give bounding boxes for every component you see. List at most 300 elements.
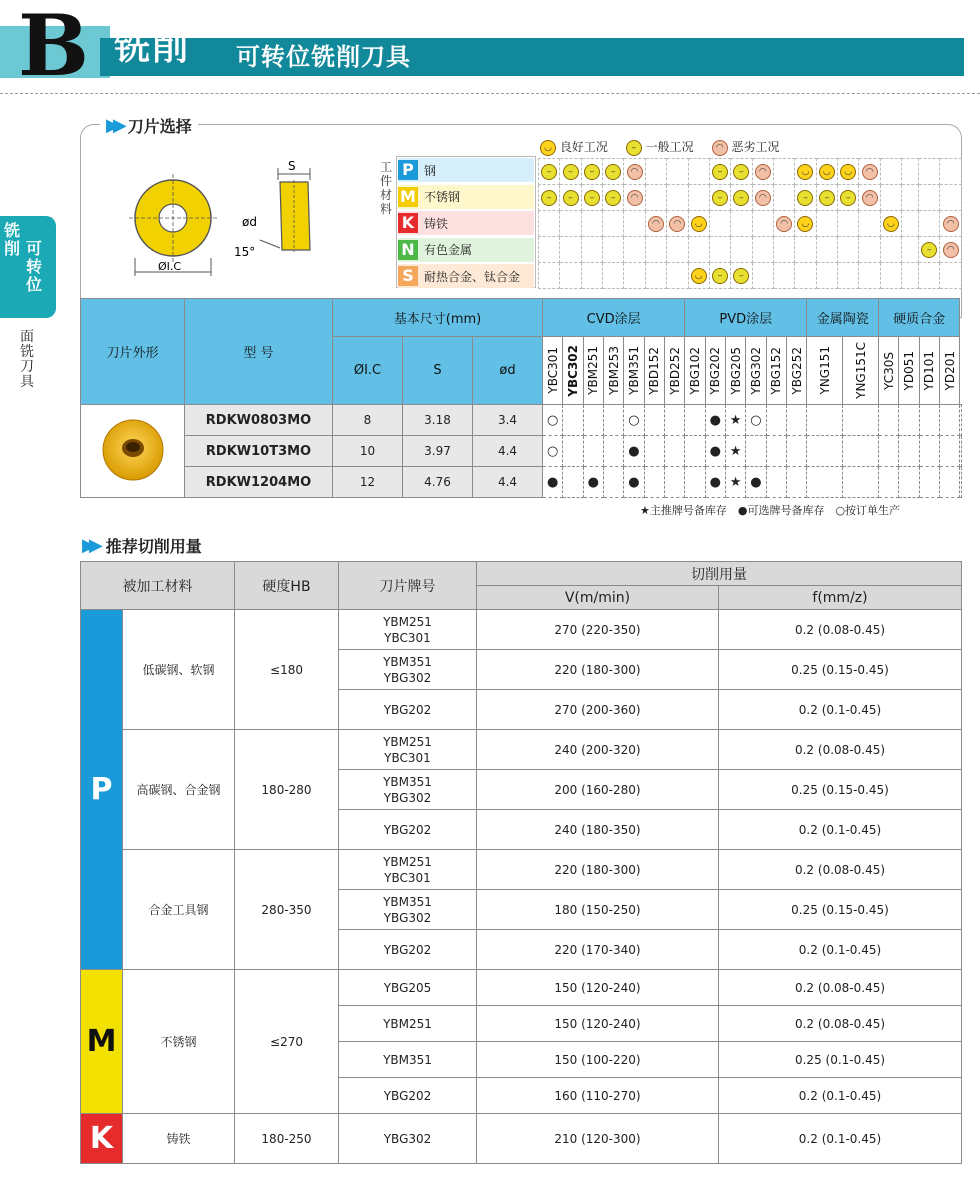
availability-mark xyxy=(899,467,919,498)
insert-shape-image xyxy=(81,405,185,498)
grade-header: YBG152 xyxy=(766,337,786,405)
grade-header: YBG202 xyxy=(705,337,725,405)
condition-cell xyxy=(624,237,645,263)
normal-face-icon: – xyxy=(541,164,557,180)
condition-cell xyxy=(752,263,773,289)
availability-mark xyxy=(843,405,879,436)
good-face-icon: ◡ xyxy=(819,164,835,180)
material-name: 钢 xyxy=(424,163,437,178)
condition-cell xyxy=(859,159,880,185)
condition-cell xyxy=(624,211,645,237)
speed-cell: 150 (100-220) xyxy=(477,1042,719,1078)
good-face-icon: ◡ xyxy=(883,216,899,232)
availability-mark xyxy=(766,405,786,436)
material-group-badge: M xyxy=(81,970,123,1114)
speed-cell: 200 (160-280) xyxy=(477,770,719,810)
header-shape: 刀片外形 xyxy=(81,299,185,405)
material-row-k xyxy=(398,211,534,235)
availability-mark: ● xyxy=(624,436,644,467)
condition-cell xyxy=(940,263,962,289)
normal-face-icon: – xyxy=(840,190,856,206)
ic-cell: 8 xyxy=(333,405,403,436)
header-size: 基本尺寸(mm) xyxy=(333,299,543,337)
header-speed: V(m/min) xyxy=(477,586,719,610)
availability-mark xyxy=(960,405,962,436)
grade-cell: YBG205 xyxy=(339,970,477,1006)
hardness-cell: 280-350 xyxy=(235,850,339,970)
condition-cell xyxy=(731,159,752,185)
availability-mark xyxy=(685,467,705,498)
grade-cell: YBG202 xyxy=(339,1078,477,1114)
header-divider xyxy=(0,93,980,94)
grade-cell: YBG202 xyxy=(339,810,477,850)
condition-cell xyxy=(603,185,624,211)
availability-mark: ● xyxy=(705,436,725,467)
condition-cell xyxy=(560,159,581,185)
normal-face-icon: – xyxy=(797,190,813,206)
condition-cell xyxy=(560,185,581,211)
ic-cell: 10 xyxy=(333,436,403,467)
material-name: 有色金属 xyxy=(424,243,473,257)
legend-bad: ◠ 恶劣工况 xyxy=(712,138,780,156)
grade-header: YBG102 xyxy=(685,337,705,405)
grade-header: YBM253 xyxy=(603,337,623,405)
condition-cell xyxy=(859,263,880,289)
condition-cell xyxy=(816,159,837,185)
header-hardness: 硬度HB xyxy=(235,562,339,610)
normal-face-icon: – xyxy=(563,164,579,180)
grade-header: YBD252 xyxy=(664,337,684,405)
material-letter-badge: M xyxy=(398,187,418,207)
condition-cell xyxy=(880,159,901,185)
insert-shape-icon xyxy=(98,414,168,484)
material-cell: 低碳钢、软钢 xyxy=(123,610,235,730)
material-row-m xyxy=(398,185,534,209)
condition-cell xyxy=(645,263,666,289)
grade-header: YC30S xyxy=(879,337,899,405)
cutting-row xyxy=(81,610,962,650)
availability-mark: ★ xyxy=(725,436,745,467)
grade-header: YBM351 xyxy=(624,337,644,405)
good-face-icon: ◡ xyxy=(840,164,856,180)
grade-cell: YBM351 YBG302 xyxy=(339,770,477,810)
feed-cell: 0.2 (0.08-0.45) xyxy=(719,610,962,650)
insert-diagram xyxy=(120,150,380,290)
condition-cell xyxy=(581,211,602,237)
condition-cell xyxy=(688,263,709,289)
feed-cell: 0.2 (0.1-0.45) xyxy=(719,930,962,970)
availability-mark xyxy=(786,405,806,436)
feed-cell: 0.25 (0.1-0.45) xyxy=(719,1042,962,1078)
workpiece-material-label: 工件材料 xyxy=(380,160,393,216)
condition-cell xyxy=(838,237,859,263)
good-face-icon: ◡ xyxy=(797,164,813,180)
condition-cell xyxy=(709,211,730,237)
availability-mark: ○ xyxy=(543,405,563,436)
condition-cell xyxy=(539,263,560,289)
grade-cell: YBM251 YBC301 xyxy=(339,850,477,890)
header-cutting-params: 切削用量 xyxy=(477,562,962,586)
condition-cell xyxy=(624,263,645,289)
normal-face-icon: – xyxy=(712,190,728,206)
grade-cell: YBM351 xyxy=(339,1042,477,1078)
section-title: 推荐切削用量 xyxy=(105,537,202,556)
cutting-section-heading xyxy=(82,534,202,557)
availability-mark xyxy=(960,436,962,467)
availability-mark xyxy=(563,405,583,436)
model-cell: RDKW1204MO xyxy=(185,467,333,498)
normal-face-icon: – xyxy=(921,242,937,258)
condition-cell xyxy=(581,263,602,289)
good-face-icon: ◡ xyxy=(797,216,813,232)
condition-cell xyxy=(838,159,859,185)
condition-cell xyxy=(709,185,730,211)
normal-face-icon: – xyxy=(626,140,642,156)
condition-cell xyxy=(773,159,794,185)
grade-cell: YBG202 xyxy=(339,690,477,730)
bad-face-icon: ◠ xyxy=(627,164,643,180)
availability-mark xyxy=(807,405,843,436)
availability-mark xyxy=(664,405,684,436)
feed-cell: 0.2 (0.1-0.45) xyxy=(719,810,962,850)
availability-mark: ● xyxy=(624,467,644,498)
condition-cell xyxy=(667,159,688,185)
condition-cell xyxy=(624,185,645,211)
normal-face-icon: – xyxy=(584,164,600,180)
bad-face-icon: ◠ xyxy=(943,242,959,258)
condition-cell xyxy=(859,211,880,237)
s-cell: 4.76 xyxy=(403,467,473,498)
normal-face-icon: – xyxy=(712,164,728,180)
availability-mark: ○ xyxy=(746,405,766,436)
grade-cell: YBM251 YBC301 xyxy=(339,730,477,770)
availability-mark xyxy=(940,467,960,498)
availability-mark xyxy=(563,436,583,467)
availability-mark xyxy=(807,436,843,467)
header-d: ød xyxy=(473,337,543,405)
speed-cell: 210 (120-300) xyxy=(477,1114,719,1164)
condition-cell xyxy=(688,185,709,211)
grade-header: YNG151C xyxy=(843,337,879,405)
s-dimension: S xyxy=(288,159,296,173)
double-arrow-icon: ▶▶ xyxy=(82,535,96,556)
availability-mark xyxy=(766,436,786,467)
grade-cell: YBM251 xyxy=(339,1006,477,1042)
normal-face-icon: – xyxy=(584,190,600,206)
condition-cell xyxy=(752,185,773,211)
availability-mark xyxy=(919,436,939,467)
availability-mark: ● xyxy=(705,405,725,436)
condition-cell xyxy=(645,211,666,237)
availability-mark xyxy=(766,467,786,498)
good-face-icon: ◡ xyxy=(691,216,707,232)
good-face-icon: ◡ xyxy=(691,268,707,284)
availability-mark xyxy=(685,405,705,436)
normal-face-icon: – xyxy=(733,164,749,180)
grade-header: YD201 xyxy=(940,337,960,405)
condition-cell xyxy=(902,159,919,185)
grade-header: YBD152 xyxy=(644,337,664,405)
condition-cell xyxy=(709,237,730,263)
condition-cell xyxy=(667,185,688,211)
condition-cell xyxy=(902,237,919,263)
availability-mark: ★ xyxy=(725,405,745,436)
condition-cell xyxy=(919,263,940,289)
insert-table xyxy=(80,298,962,498)
speed-cell: 220 (180-300) xyxy=(477,850,719,890)
legend-normal: – 一般工况 xyxy=(626,138,694,156)
grade-cell: YBM351 YBG302 xyxy=(339,650,477,690)
availability-mark xyxy=(843,436,879,467)
availability-mark xyxy=(919,467,939,498)
feed-cell: 0.25 (0.15-0.45) xyxy=(719,650,962,690)
cutting-row xyxy=(81,850,962,890)
d-cell: 4.4 xyxy=(473,436,543,467)
grade-cell: YBG302 xyxy=(339,1114,477,1164)
feed-cell: 0.2 (0.08-0.45) xyxy=(719,850,962,890)
speed-cell: 220 (180-300) xyxy=(477,650,719,690)
feed-cell: 0.2 (0.08-0.45) xyxy=(719,970,962,1006)
material-row-s xyxy=(398,264,534,288)
double-arrow-icon: ▶▶ xyxy=(106,115,120,136)
availability-mark: ● xyxy=(543,467,563,498)
condition-cell xyxy=(816,237,837,263)
condition-cell xyxy=(667,211,688,237)
model-cell: RDKW10T3MO xyxy=(185,436,333,467)
availability-mark xyxy=(960,467,962,498)
bad-face-icon: ◠ xyxy=(648,216,664,232)
speed-cell: 270 (220-350) xyxy=(477,610,719,650)
section-heading xyxy=(100,114,198,137)
header-bar xyxy=(100,38,964,76)
legend-good: ◡ 良好工况 xyxy=(540,138,608,156)
cutting-row xyxy=(81,1114,962,1164)
material-group-badge: P xyxy=(81,610,123,970)
condition-cell xyxy=(838,185,859,211)
availability-mark: ● xyxy=(705,467,725,498)
availability-mark xyxy=(879,405,899,436)
normal-face-icon: – xyxy=(712,268,728,284)
condition-cell xyxy=(940,159,962,185)
speed-cell: 150 (120-240) xyxy=(477,970,719,1006)
condition-cell xyxy=(859,185,880,211)
ic-dimension: ØI.C xyxy=(158,260,182,273)
bad-face-icon: ◠ xyxy=(862,190,878,206)
d-dimension: ød xyxy=(242,215,257,229)
bad-face-icon: ◠ xyxy=(712,140,728,156)
condition-cell xyxy=(773,211,794,237)
availability-mark xyxy=(583,405,603,436)
header-coating-group: PVD涂层 xyxy=(685,299,807,337)
header-coating-group: 金属陶瓷 xyxy=(807,299,879,337)
condition-cell xyxy=(667,237,688,263)
condition-cell xyxy=(667,263,688,289)
condition-cell xyxy=(902,263,919,289)
condition-cell xyxy=(902,185,919,211)
grade-header: YBG302 xyxy=(746,337,766,405)
condition-cell xyxy=(731,263,752,289)
bad-face-icon: ◠ xyxy=(755,164,771,180)
availability-mark xyxy=(919,405,939,436)
condition-cell xyxy=(688,159,709,185)
feed-cell: 0.2 (0.08-0.45) xyxy=(719,1006,962,1042)
condition-cell xyxy=(880,263,901,289)
grade-cell: YBM251 YBC301 xyxy=(339,610,477,650)
ic-cell: 12 xyxy=(333,467,403,498)
condition-cell xyxy=(731,185,752,211)
insert-row xyxy=(81,436,962,467)
availability-mark xyxy=(940,436,960,467)
condition-cell xyxy=(773,185,794,211)
grade-header: YBG205 xyxy=(725,337,745,405)
availability-mark xyxy=(899,405,919,436)
availability-mark: ★ xyxy=(725,467,745,498)
condition-cell xyxy=(919,159,940,185)
condition-cell xyxy=(539,211,560,237)
condition-cell xyxy=(539,185,560,211)
condition-cell xyxy=(581,237,602,263)
header-coating-group: CVD涂层 xyxy=(543,299,685,337)
chapter-title: 铣削 xyxy=(114,27,191,68)
side-tab-label-1: 铣削 xyxy=(4,221,21,258)
d-cell: 3.4 xyxy=(473,405,543,436)
material-letter-badge: S xyxy=(398,266,418,286)
condition-cell xyxy=(560,211,581,237)
availability-mark xyxy=(786,436,806,467)
condition-cell xyxy=(919,185,940,211)
speed-cell: 180 (150-250) xyxy=(477,890,719,930)
grade-header: YD051 xyxy=(899,337,919,405)
grade-header: YBC302 xyxy=(563,337,583,405)
angle-dimension: 15° xyxy=(234,245,256,259)
s-cell: 3.18 xyxy=(403,405,473,436)
availability-mark xyxy=(644,405,664,436)
header-grade: 刀片牌号 xyxy=(339,562,477,610)
material-condition-grid xyxy=(538,158,962,288)
availability-mark xyxy=(685,436,705,467)
condition-legend xyxy=(540,138,780,156)
condition-cell xyxy=(709,263,730,289)
speed-cell: 220 (170-340) xyxy=(477,930,719,970)
grade-cell: YBG202 xyxy=(339,930,477,970)
material-cell: 铸铁 xyxy=(123,1114,235,1164)
condition-cell xyxy=(940,185,962,211)
availability-mark xyxy=(664,436,684,467)
feed-cell: 0.2 (0.1-0.45) xyxy=(719,1078,962,1114)
condition-cell xyxy=(816,263,837,289)
good-face-icon: ◡ xyxy=(540,140,556,156)
condition-cell xyxy=(940,237,962,263)
condition-cell xyxy=(645,185,666,211)
hardness-cell: 180-280 xyxy=(235,730,339,850)
material-row-n xyxy=(398,238,534,262)
normal-face-icon: – xyxy=(819,190,835,206)
s-cell: 3.97 xyxy=(403,436,473,467)
condition-cell xyxy=(581,159,602,185)
bad-face-icon: ◠ xyxy=(627,190,643,206)
availability-mark xyxy=(644,467,664,498)
material-letter-badge: P xyxy=(398,160,418,180)
feed-cell: 0.2 (0.1-0.45) xyxy=(719,690,962,730)
insert-side-view xyxy=(280,182,310,250)
bad-face-icon: ◠ xyxy=(776,216,792,232)
bad-face-icon: ◠ xyxy=(943,216,959,232)
table-footnote: ★主推牌号备库存 ●可选牌号备库存 ○按订单生产 xyxy=(640,504,901,517)
condition-cell xyxy=(838,211,859,237)
model-cell: RDKW0803MO xyxy=(185,405,333,436)
normal-face-icon: – xyxy=(733,268,749,284)
condition-cell xyxy=(795,263,816,289)
material-cell: 不锈钢 xyxy=(123,970,235,1114)
grade-header: YBM251 xyxy=(583,337,603,405)
material-row-p xyxy=(398,158,534,182)
normal-face-icon: – xyxy=(563,190,579,206)
availability-mark xyxy=(664,467,684,498)
normal-face-icon: – xyxy=(605,190,621,206)
chapter-letter: B xyxy=(18,0,85,95)
availability-mark xyxy=(603,436,623,467)
speed-cell: 150 (120-240) xyxy=(477,1006,719,1042)
condition-cell xyxy=(645,159,666,185)
header-material: 被加工材料 xyxy=(81,562,235,610)
page-title: 可转位铣削刀具 xyxy=(236,43,411,71)
condition-cell xyxy=(795,237,816,263)
availability-mark xyxy=(786,467,806,498)
availability-mark xyxy=(843,467,879,498)
normal-face-icon: – xyxy=(733,190,749,206)
header-model: 型 号 xyxy=(185,299,333,405)
condition-cell xyxy=(816,211,837,237)
availability-mark xyxy=(603,467,623,498)
bad-face-icon: ◠ xyxy=(669,216,685,232)
condition-cell xyxy=(752,159,773,185)
condition-cell xyxy=(731,237,752,263)
condition-cell xyxy=(603,237,624,263)
condition-cell xyxy=(688,211,709,237)
normal-face-icon: – xyxy=(605,164,621,180)
speed-cell: 240 (180-350) xyxy=(477,810,719,850)
feed-cell: 0.25 (0.15-0.45) xyxy=(719,770,962,810)
hardness-cell: ≤180 xyxy=(235,610,339,730)
hardness-cell: 180-250 xyxy=(235,1114,339,1164)
condition-cell xyxy=(560,237,581,263)
availability-mark xyxy=(746,436,766,467)
condition-cell xyxy=(859,237,880,263)
availability-mark xyxy=(879,436,899,467)
condition-cell xyxy=(539,159,560,185)
condition-cell xyxy=(581,185,602,211)
condition-cell xyxy=(816,185,837,211)
availability-mark xyxy=(899,436,919,467)
availability-mark xyxy=(940,405,960,436)
insert-row xyxy=(81,467,962,498)
condition-cell xyxy=(752,237,773,263)
availability-mark: ● xyxy=(583,467,603,498)
material-group-badge: K xyxy=(81,1114,123,1164)
condition-cell xyxy=(773,237,794,263)
speed-cell: 160 (110-270) xyxy=(477,1078,719,1114)
availability-mark xyxy=(879,467,899,498)
insert-row xyxy=(81,405,962,436)
cutting-row xyxy=(81,730,962,770)
condition-cell xyxy=(539,237,560,263)
header-feed: f(mm/z) xyxy=(719,586,962,610)
availability-mark xyxy=(563,467,583,498)
availability-mark: ○ xyxy=(543,436,563,467)
bad-face-icon: ◠ xyxy=(755,190,771,206)
material-letter-badge: K xyxy=(398,213,418,233)
condition-cell xyxy=(603,211,624,237)
